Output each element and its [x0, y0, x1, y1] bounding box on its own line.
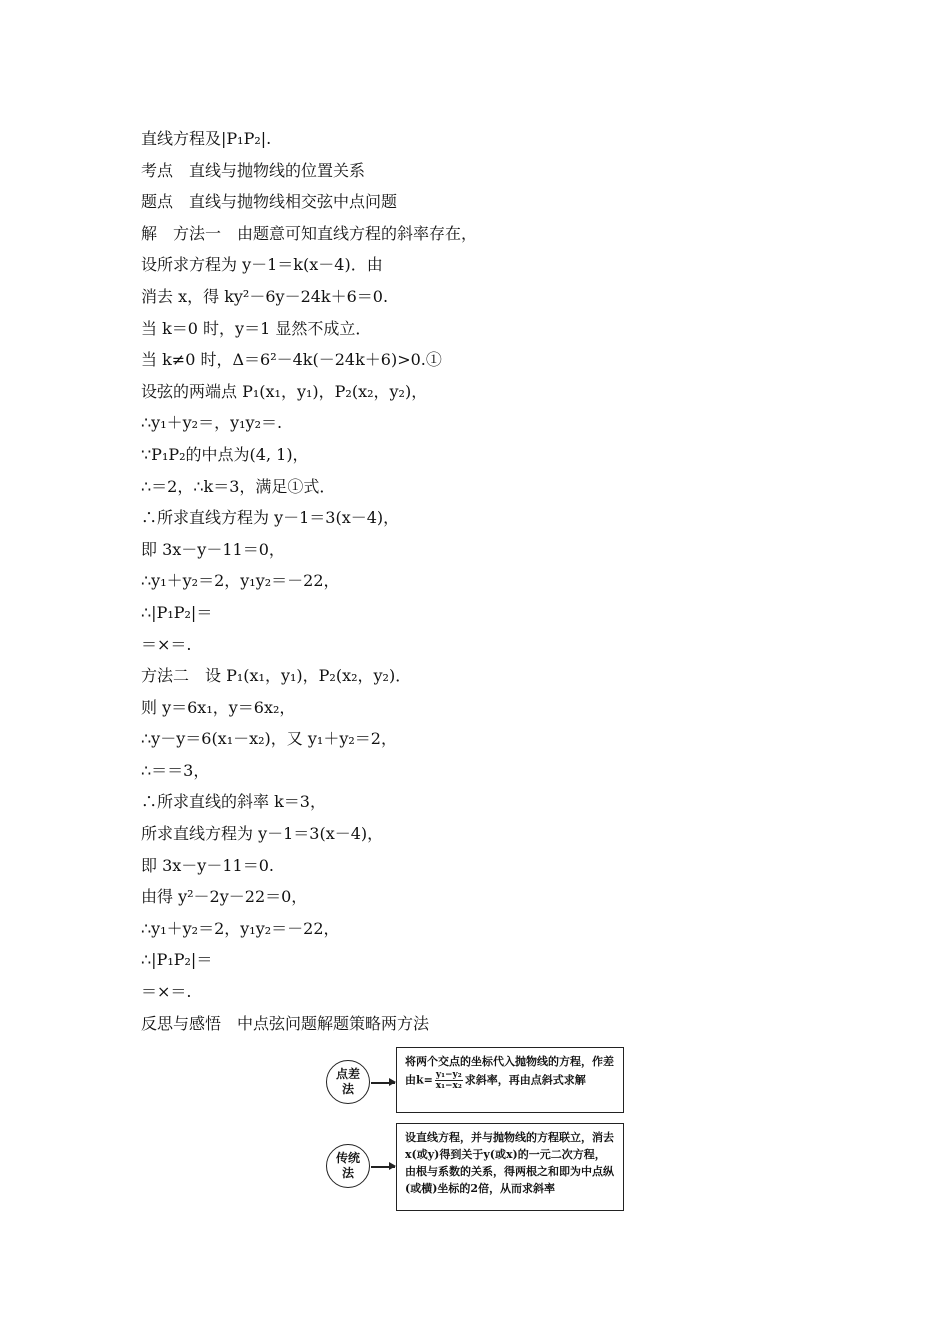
method1-label: 点差法: [335, 1067, 360, 1096]
text-line: 当 k＝0 时，y＝1 显然不成立．: [141, 318, 372, 338]
text-line: 则 y＝6x₁，y＝6x₂，: [141, 697, 296, 717]
text-line: 题点 直线与抛物线相交弦中点问题: [141, 192, 398, 212]
arrow-icon: [371, 1082, 395, 1084]
text-line: ＝×＝.: [141, 634, 192, 654]
text-line: 解 方法一 由题意可知直线方程的斜率存在，: [141, 223, 478, 243]
text-line: ∴＝＝3，: [141, 760, 210, 780]
text-line: ∴＝2，∴k＝3，满足①式．: [141, 476, 336, 496]
text-line: 当 k≠0 时，Δ＝6²－4k(－24k＋6)>0.①: [141, 350, 442, 370]
fraction-denominator: x₁−x₂: [435, 1081, 462, 1091]
text-line: ∴|P₁P₂|＝: [141, 950, 213, 970]
text-line: 由得 y²－2y－22＝0，: [141, 887, 308, 907]
text-line: ∴y₁＋y₂＝，y₁y₂＝.: [141, 413, 283, 433]
text-line: 消去 x，得 ky²－6y－24k＋6＝0.: [141, 286, 389, 306]
text-line: ∵P₁P₂的中点为(4, 1)，: [141, 444, 309, 464]
text-line: 即 3x－y－11＝0，: [141, 539, 285, 559]
method2-text: 设直线方程，并与抛物线的方程联立，消去x(或y)得到关于y(或x)的一元二次方程，由根与系数的关系，得两根之和即为中点纵(或横)坐标的2倍，从而求斜率: [405, 1131, 614, 1195]
method1-text-before: 将两个交点的坐标代入抛物线的方程，作差由k=: [405, 1055, 614, 1087]
text-line: 即 3x－y－11＝0.: [141, 855, 274, 875]
text-line: ∴所求直线方程为 y－1＝3(x－4)，: [141, 508, 400, 528]
text-line: 反思与感悟 中点弦问题解题策略两方法: [141, 1013, 430, 1033]
text-line: ∴所求直线的斜率 k＝3，: [141, 792, 326, 812]
arrow-icon: [371, 1166, 395, 1168]
text-line: ∴y－y＝6(x₁－x₂)，又 y₁＋y₂＝2，: [141, 729, 397, 749]
method1-circle: [326, 1060, 370, 1104]
solution-text: [141, 123, 841, 1039]
slope-fraction: [435, 1070, 463, 1091]
text-line: ＝×＝.: [141, 982, 192, 1002]
text-line: ∴|P₁P₂|＝: [141, 602, 213, 622]
fraction-numerator: y₁−y₂: [435, 1070, 462, 1080]
method1-text-after: 求斜率，再由点斜式求解: [464, 1073, 586, 1087]
text-line: 直线方程及|P₁P₂|.: [141, 129, 272, 148]
method2-circle: [326, 1144, 370, 1188]
text-line: 考点 直线与抛物线的位置关系: [141, 160, 366, 180]
method2-box: [396, 1123, 624, 1211]
method1-box: [396, 1047, 624, 1113]
strategy-diagram: [322, 1047, 628, 1213]
text-line: ∴y₁＋y₂＝2，y₁y₂＝－22，: [141, 571, 340, 591]
text-line: 设弦的两端点 P₁(x₁，y₁)，P₂(x₂，y₂)，: [141, 381, 428, 401]
text-line: 设所求方程为 y－1＝k(x－4)．由: [141, 255, 383, 275]
text-line: ∴y₁＋y₂＝2，y₁y₂＝－22，: [141, 918, 340, 938]
text-line: 方法二 设 P₁(x₁，y₁)，P₂(x₂，y₂)．: [141, 666, 412, 686]
text-line: 所求直线方程为 y－1＝3(x－4)，: [141, 824, 384, 844]
method2-label: 传统法: [335, 1151, 360, 1180]
